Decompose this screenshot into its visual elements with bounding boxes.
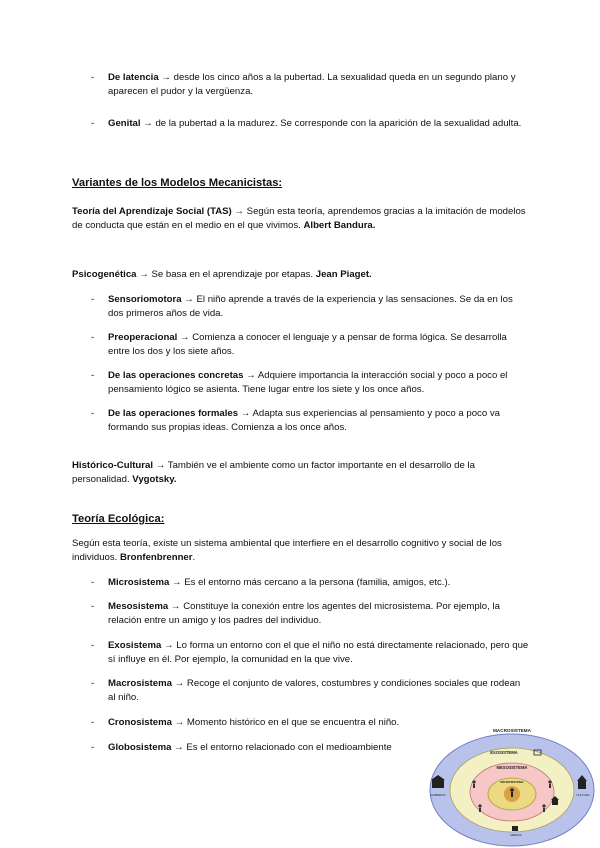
bullet-marker: - (91, 118, 95, 129)
term: Genital (108, 118, 141, 129)
list-item: - Macrosistema → Recoge el conjunto de valores, costumbres y condiciones sociales que rodean al niño. (91, 678, 521, 703)
bullet-marker: - (91, 408, 95, 419)
bullet-marker: - (91, 678, 95, 689)
list-item: - Microsistema → Es el entorno más cercano a la persona (familia, amigos, etc.). (91, 577, 451, 588)
author: Jean Piaget. (315, 269, 372, 280)
gobierno-label: GOBIERNO (430, 793, 446, 797)
tas-paragraph: Teoría del Aprendizaje Social (TAS) → Según esta teoría, aprendemos gracias a la imitación de modelos de conducta que están en el medio en el que vivimos. Albert Bandura. (72, 206, 526, 231)
bullet-marker: - (91, 601, 95, 612)
medios-label: MEDIOS (510, 833, 522, 837)
bullet-marker: - (91, 717, 95, 728)
definition: desde los cinco años a la pubertad. La sexualidad queda en un segundo plano y aparecen el pudor y la vergüenza. (108, 72, 516, 97)
historico-paragraph: Histórico-Cultural → También ve el ambiente como un factor importante en el desarrollo de la personalidad. Vygotsky. (72, 460, 475, 485)
exosistema-label: EXOSISTEMA (490, 750, 518, 755)
bullet-marker: - (91, 294, 95, 305)
term: De latencia (108, 72, 159, 83)
bullet-marker: - (91, 72, 95, 83)
section-heading: Variantes de los Modelos Mecanicistas: (72, 177, 283, 189)
cultura-label: CULTURA (576, 793, 590, 797)
macrosistema-label: MACROSISTEMA (493, 728, 531, 733)
list-item: - De latencia → desde los cinco años a la pubertad. La sexualidad queda en un segundo plano y aparecen el pudor y la vergüenza. (91, 72, 516, 97)
bullet-marker: - (91, 332, 95, 343)
list-item: - Cronosistema → Momento histórico en el que se encuentra el niño. (91, 717, 400, 728)
list-item: - De las operaciones concretas → Adquiere importancia la interacción social y poco a poco el pensamiento lógico se asienta. Tiene lugar entre los siete y los once años. (91, 370, 508, 395)
definition: de la pubertad a la madurez. Se corresponde con la aparición de la sexualidad adulta. (155, 118, 522, 129)
bullet-marker: - (91, 577, 95, 588)
list-item: - Genital → de la pubertad a la madurez. Se corresponde con la aparición de la sexualidad adulta. (91, 118, 522, 129)
list-item: - De las operaciones formales → Adapta sus experiencias al pensamiento y poco a poco va formando sus propias ideas. Comienza a los once años. (91, 408, 500, 433)
media-icon (512, 826, 518, 831)
microsistema-label: MICROSISTEMA (500, 780, 524, 784)
list-item: - Exosistema → Lo forma un entorno con el que el niño no está directamente relacionado, pero que sí influye en él. Por ejemplo, la comunidad en la que vive. (91, 640, 529, 665)
section-heading: Teoría Ecológica: (72, 513, 165, 525)
ecologica-intro: Según esta teoría, existe un sistema ambiental que interfiere en el desarrollo cognitivo y social de los individuos. Bronfenbrenner. (72, 538, 502, 563)
author: Albert Bandura. (303, 220, 376, 231)
bullet-marker: - (91, 742, 95, 753)
bullet-marker: - (91, 640, 95, 651)
psicogenetica-paragraph: Psicogenética → Se basa en el aprendizaje por etapas. Jean Piaget. (72, 269, 372, 280)
author: Bronfenbrenner (120, 552, 193, 563)
list-item: - Globosistema → Es el entorno relacionado con el medioambiente (91, 742, 392, 753)
ecological-systems-diagram (428, 724, 596, 848)
mesosistema-label: MESOSISTEMA (496, 765, 528, 770)
list-item: - Sensoriomotora → El niño aprende a través de la experiencia y las sensaciones. Se da en los dos primeros años de vida. (91, 294, 513, 319)
list-item: - Preoperacional → Comienza a conocer el lenguaje y a pensar de forma lógica. Se desarrolla entre los dos y los siete años. (91, 332, 507, 357)
author: Vygotsky. (132, 474, 177, 485)
list-item: - Mesosistema → Constituye la conexión entre los agentes del microsistema. Por ejemplo, la relación entre un amigo y los padres del individuo. (91, 601, 500, 626)
bullet-marker: - (91, 370, 95, 381)
